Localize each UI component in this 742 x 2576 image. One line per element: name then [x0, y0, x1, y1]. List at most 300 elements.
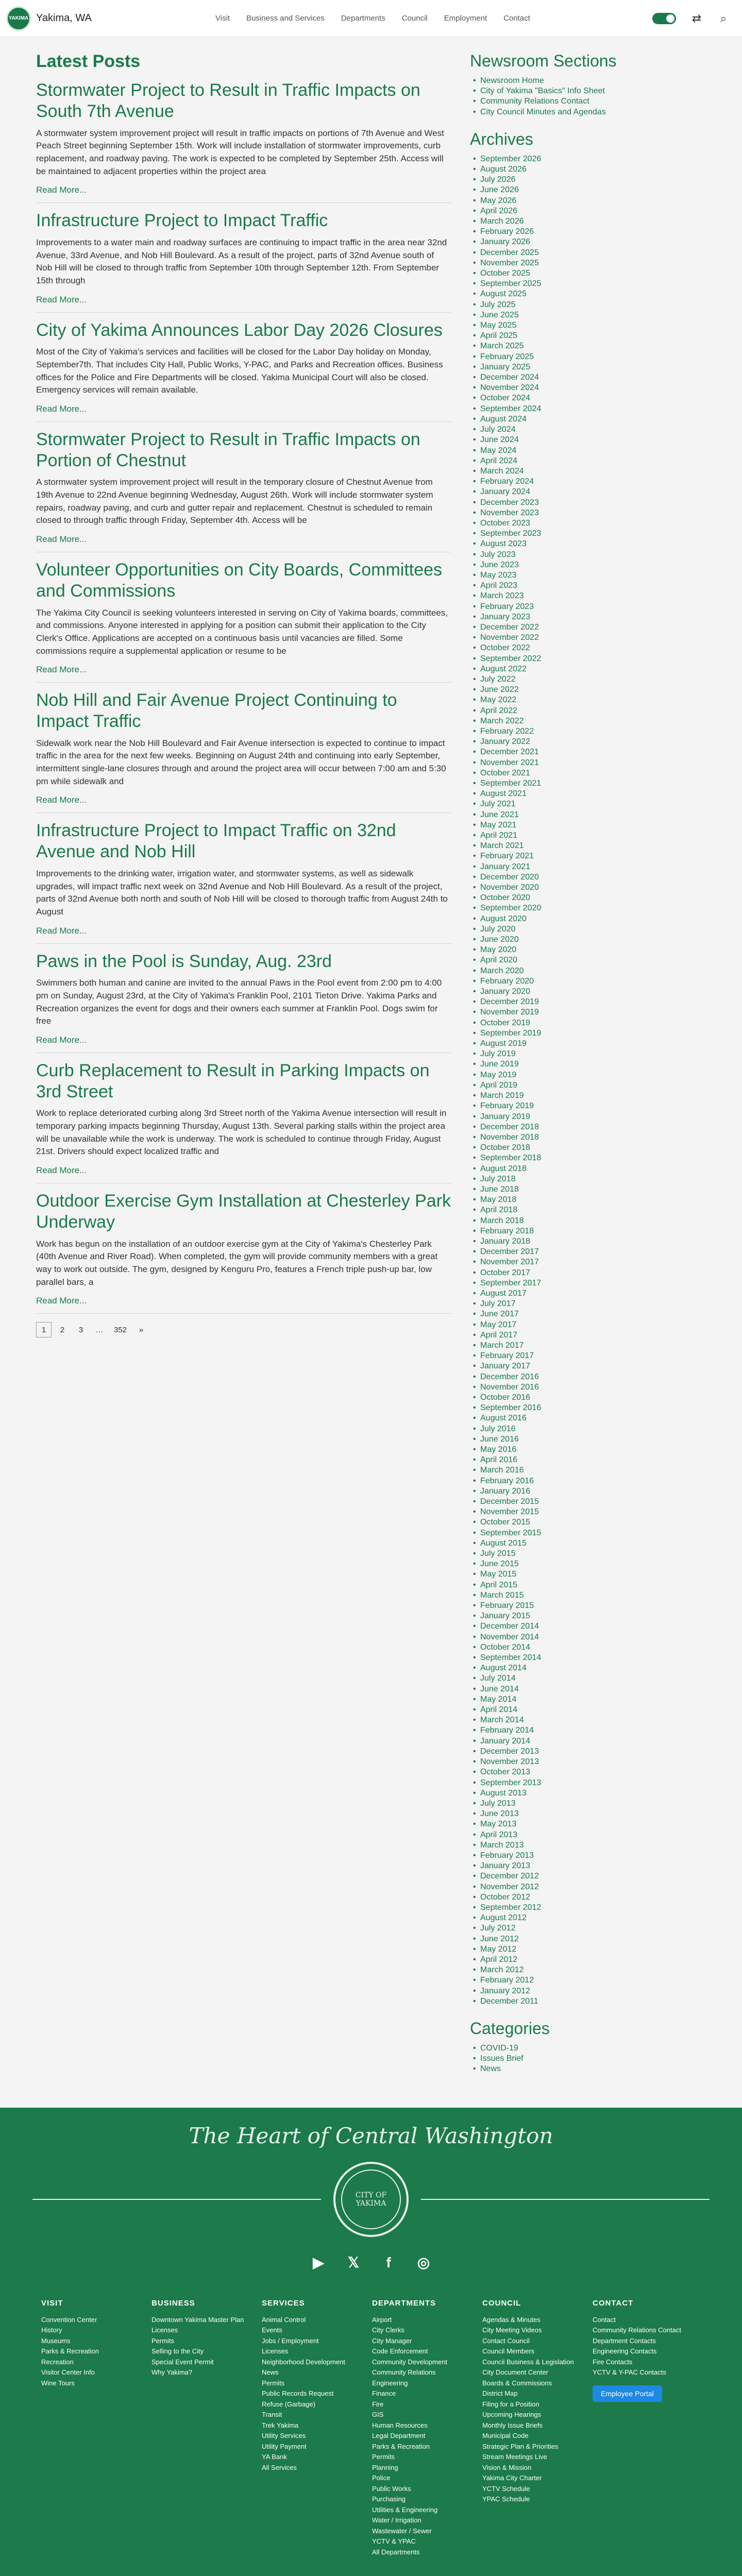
archive-link[interactable]: February 2018 [480, 1226, 534, 1235]
archive-link[interactable]: January 2015 [480, 1612, 530, 1621]
archive-link[interactable]: October 2017 [480, 1268, 530, 1277]
archive-link[interactable]: June 2024 [480, 435, 519, 445]
footer-link[interactable]: Events [262, 2326, 282, 2334]
archive-link[interactable]: December 2021 [480, 748, 539, 757]
archive-link[interactable]: March 2022 [480, 716, 524, 725]
archive-link[interactable]: June 2023 [480, 560, 519, 569]
archive-link[interactable]: August 2015 [480, 1538, 527, 1548]
archive-link[interactable]: March 2017 [480, 1341, 524, 1350]
footer-link[interactable]: Police [372, 2474, 391, 2482]
archive-link[interactable]: September 2020 [480, 904, 542, 913]
footer-link[interactable]: Fire Contacts [593, 2358, 633, 2366]
archive-link[interactable]: April 2013 [480, 1830, 518, 1839]
post-title-link[interactable]: Infrastructure Project to Impact Traffic on 32nd Avenue and Nob Hill [36, 821, 396, 862]
footer-link[interactable]: City Document Center [482, 2368, 548, 2377]
archive-link[interactable]: January 2024 [480, 487, 530, 497]
post-title-link[interactable]: Infrastructure Project to Impact Traffic [36, 211, 328, 231]
archive-link[interactable]: July 2015 [480, 1549, 516, 1558]
archive-link[interactable]: September 2017 [480, 1278, 542, 1287]
archive-link[interactable]: September 2025 [480, 279, 542, 289]
archive-link[interactable]: July 2023 [480, 550, 516, 559]
archive-link[interactable]: November 2015 [480, 1507, 539, 1517]
archive-link[interactable]: June 2026 [480, 185, 519, 195]
post-title-link[interactable]: Paws in the Pool is Sunday, Aug. 23rd [36, 951, 332, 971]
archive-link[interactable]: September 2018 [480, 1154, 542, 1163]
footer-link[interactable]: YA Bank [262, 2453, 287, 2461]
footer-link[interactable]: Filing for a Position [482, 2400, 539, 2408]
archive-link[interactable]: June 2020 [480, 935, 519, 944]
footer-link[interactable]: Utility Payment [262, 2442, 307, 2450]
footer-link[interactable]: City Meeting Videos [482, 2326, 542, 2334]
post-title-link[interactable]: City of Yakima Announces Labor Day 2026 Closures [36, 320, 443, 340]
archive-link[interactable]: March 2016 [480, 1466, 524, 1475]
archive-link[interactable]: May 2022 [480, 696, 517, 705]
archive-link[interactable]: November 2021 [480, 758, 539, 767]
read-more-link[interactable]: Read More... [36, 403, 87, 414]
archive-link[interactable]: October 2024 [480, 394, 530, 403]
archive-link[interactable]: May 2020 [480, 945, 517, 955]
archive-link[interactable]: September 2022 [480, 654, 542, 663]
footer-link[interactable]: History [41, 2326, 62, 2334]
footer-link[interactable]: Licenses [151, 2326, 178, 2334]
nav-item-business-and-services[interactable]: Business and Services [246, 13, 325, 23]
archive-link[interactable]: September 2016 [480, 1403, 542, 1413]
archive-link[interactable]: August 2026 [480, 165, 527, 174]
archive-link[interactable]: December 2023 [480, 498, 539, 507]
archive-link[interactable]: March 2024 [480, 466, 524, 476]
read-more-link[interactable]: Read More... [36, 294, 87, 304]
archive-link[interactable]: July 2024 [480, 425, 516, 434]
archive-link[interactable]: July 2017 [480, 1299, 516, 1309]
archive-link[interactable]: October 2012 [480, 1892, 530, 1902]
archive-link[interactable]: July 2020 [480, 924, 516, 934]
archive-link[interactable]: January 2025 [480, 362, 530, 371]
archive-link[interactable]: June 2017 [480, 1310, 519, 1319]
footer-link[interactable]: Permits [262, 2379, 285, 2387]
archive-link[interactable]: May 2018 [480, 1195, 517, 1205]
archive-link[interactable]: April 2017 [480, 1330, 518, 1340]
archive-link[interactable]: July 2013 [480, 1799, 516, 1808]
archive-link[interactable]: May 2019 [480, 1070, 517, 1079]
read-more-link[interactable]: Read More... [36, 534, 87, 545]
archive-link[interactable]: October 2015 [480, 1518, 530, 1527]
archive-link[interactable]: July 2022 [480, 674, 516, 684]
archive-link[interactable]: August 2023 [480, 539, 527, 549]
city-logo[interactable]: YAKIMA [6, 6, 31, 31]
employee-portal-button[interactable]: Employee Portal [593, 2385, 662, 2402]
footer-link[interactable]: Utilities & Engineering [372, 2505, 438, 2514]
archive-link[interactable]: October 2022 [480, 643, 530, 653]
archive-link[interactable]: April 2021 [480, 831, 518, 840]
archive-link[interactable]: October 2014 [480, 1642, 530, 1652]
read-more-link[interactable]: Read More... [36, 185, 87, 195]
archive-link[interactable]: August 2022 [480, 664, 527, 673]
archive-link[interactable]: July 2021 [480, 800, 516, 809]
archive-link[interactable]: October 2021 [480, 768, 530, 777]
footer-link[interactable]: Public Records Request [262, 2389, 334, 2398]
archive-link[interactable]: October 2025 [480, 269, 530, 278]
archive-link[interactable]: March 2018 [480, 1216, 524, 1225]
archive-link[interactable]: February 2017 [480, 1351, 534, 1361]
footer-link[interactable]: Purchasing [372, 2495, 406, 2503]
newsroom-link[interactable]: City of Yakima "Basics" Info Sheet [480, 87, 605, 96]
archive-link[interactable]: December 2017 [480, 1247, 539, 1257]
footer-link[interactable]: Licenses [262, 2347, 289, 2355]
footer-link[interactable]: Community Relations Contact [593, 2326, 681, 2334]
page-number-3[interactable]: 3 [78, 1326, 83, 1335]
archive-link[interactable]: May 2025 [480, 321, 517, 330]
archive-link[interactable]: February 2016 [480, 1476, 534, 1485]
archive-link[interactable]: November 2025 [480, 258, 539, 267]
archive-link[interactable]: July 2014 [480, 1674, 516, 1683]
archive-link[interactable]: July 2026 [480, 175, 516, 184]
archive-link[interactable]: August 2019 [480, 1039, 527, 1048]
archive-link[interactable]: June 2012 [480, 1934, 519, 1943]
archive-link[interactable]: September 2012 [480, 1903, 542, 1912]
read-more-link[interactable]: Read More... [36, 1165, 87, 1176]
archive-link[interactable]: June 2015 [480, 1560, 519, 1569]
archive-link[interactable]: March 2019 [480, 1091, 524, 1100]
archive-link[interactable]: April 2020 [480, 956, 518, 965]
archive-link[interactable]: September 2019 [480, 1028, 542, 1038]
post-title-link[interactable]: Volunteer Opportunities on City Boards, Committees and Commissions [36, 560, 443, 601]
youtube-icon[interactable]: ▶ [313, 2255, 324, 2271]
translate-icon[interactable]: ⇄ [692, 12, 702, 25]
archive-link[interactable]: December 2024 [480, 373, 539, 382]
category-link[interactable]: Issues Brief [480, 2054, 524, 2063]
archive-link[interactable]: August 2016 [480, 1414, 527, 1423]
archive-link[interactable]: February 2012 [480, 1976, 534, 1985]
archive-link[interactable]: February 2023 [480, 602, 534, 611]
archive-link[interactable]: November 2018 [480, 1132, 539, 1142]
archive-link[interactable]: July 2016 [480, 1424, 516, 1433]
archive-link[interactable]: August 2014 [480, 1664, 527, 1673]
category-link[interactable]: News [480, 2064, 501, 2074]
footer-link[interactable]: Downtown Yakima Master Plan [151, 2315, 244, 2324]
footer-link[interactable]: Human Resources [372, 2421, 428, 2429]
archive-link[interactable]: January 2017 [480, 1362, 530, 1371]
archive-link[interactable]: December 2018 [480, 1122, 539, 1131]
footer-link[interactable]: Refuse (Garbage) [262, 2400, 316, 2408]
footer-link[interactable]: Code Enforcement [372, 2347, 428, 2355]
archive-link[interactable]: May 2015 [480, 1570, 517, 1579]
archive-link[interactable]: April 2019 [480, 1080, 518, 1090]
footer-link[interactable]: Special Event Permit [151, 2358, 214, 2366]
footer-link[interactable]: Contact [593, 2315, 616, 2324]
footer-link[interactable]: District Map [482, 2389, 518, 2398]
x-icon[interactable]: 𝕏 [347, 2255, 360, 2271]
read-more-link[interactable]: Read More... [36, 665, 87, 675]
archive-link[interactable]: March 2025 [480, 342, 524, 351]
archive-link[interactable]: August 2020 [480, 914, 527, 923]
archive-link[interactable]: March 2013 [480, 1840, 524, 1850]
archive-link[interactable]: March 2012 [480, 1965, 524, 1975]
archive-link[interactable]: November 2016 [480, 1382, 539, 1392]
footer-link[interactable]: Legal Department [372, 2432, 426, 2440]
archive-link[interactable]: November 2020 [480, 883, 539, 892]
archive-link[interactable]: March 2023 [480, 591, 524, 601]
category-link[interactable]: COVID-19 [480, 2043, 518, 2053]
footer-link[interactable]: Strategic Plan & Priorities [482, 2442, 559, 2450]
archive-link[interactable]: December 2025 [480, 248, 539, 257]
footer-link[interactable]: Public Works [372, 2484, 411, 2493]
archive-link[interactable]: May 2021 [480, 820, 517, 829]
archive-link[interactable]: February 2019 [480, 1101, 534, 1111]
archive-link[interactable]: April 2012 [480, 1955, 518, 1964]
archive-link[interactable]: September 2021 [480, 779, 542, 788]
footer-link[interactable]: Trek Yakima [262, 2421, 299, 2429]
archive-link[interactable]: January 2014 [480, 1736, 530, 1745]
read-more-link[interactable]: Read More... [36, 925, 87, 936]
footer-link[interactable]: Monthly Issue Briefs [482, 2421, 543, 2429]
footer-link[interactable]: Permits [151, 2336, 175, 2345]
archive-link[interactable]: February 2014 [480, 1726, 534, 1735]
archive-link[interactable]: February 2020 [480, 976, 534, 986]
archive-link[interactable]: December 2022 [480, 622, 539, 632]
footer-link[interactable]: Wastewater / Sewer [372, 2527, 432, 2535]
nav-item-departments[interactable]: Departments [341, 13, 385, 23]
facebook-icon[interactable]: f [386, 2254, 391, 2270]
archive-link[interactable]: March 2014 [480, 1716, 524, 1725]
archive-link[interactable]: March 2015 [480, 1590, 524, 1600]
archive-link[interactable]: June 2025 [480, 310, 519, 319]
footer-link[interactable]: Permits [372, 2453, 395, 2461]
archive-link[interactable]: October 2019 [480, 1018, 530, 1027]
archive-link[interactable]: January 2013 [480, 1861, 530, 1871]
post-title-link[interactable]: Stormwater Project to Result in Traffic Impacts on South 7th Avenue [36, 80, 420, 121]
footer-link[interactable]: GIS [372, 2411, 384, 2419]
archive-link[interactable]: May 2016 [480, 1445, 517, 1454]
archive-link[interactable]: April 2015 [480, 1580, 518, 1589]
footer-link[interactable]: Boards & Commissions [482, 2379, 552, 2387]
archive-link[interactable]: May 2024 [480, 446, 517, 455]
archive-link[interactable]: October 2023 [480, 518, 530, 528]
archive-link[interactable]: June 2018 [480, 1184, 519, 1194]
archive-link[interactable]: June 2013 [480, 1809, 519, 1819]
archive-link[interactable]: February 2013 [480, 1851, 534, 1860]
post-title-link[interactable]: Curb Replacement to Result in Parking Impacts on 3rd Street [36, 1060, 430, 1101]
archive-link[interactable]: January 2020 [480, 987, 530, 996]
archive-link[interactable]: May 2013 [480, 1820, 517, 1829]
footer-link[interactable]: YCTV Schedule [482, 2484, 530, 2493]
footer-link[interactable]: Visitor Center Info [41, 2368, 95, 2377]
archive-link[interactable]: October 2016 [480, 1393, 530, 1402]
footer-link[interactable]: All Departments [372, 2548, 420, 2556]
archive-link[interactable]: April 2018 [480, 1206, 518, 1215]
newsroom-link[interactable]: Newsroom Home [480, 76, 544, 85]
footer-link[interactable]: Airport [372, 2315, 392, 2324]
nav-item-contact[interactable]: Contact [503, 13, 530, 23]
footer-link[interactable]: City Clerks [372, 2326, 404, 2334]
archive-link[interactable]: July 2019 [480, 1049, 516, 1059]
footer-link[interactable]: Wine Tours [41, 2379, 75, 2387]
nav-item-employment[interactable]: Employment [444, 13, 487, 23]
archive-link[interactable]: December 2011 [480, 1996, 538, 2006]
archive-link[interactable]: January 2021 [480, 862, 530, 871]
site-title[interactable]: Yakima, WA [36, 12, 92, 24]
archive-link[interactable]: June 2016 [480, 1434, 519, 1444]
archive-link[interactable]: January 2012 [480, 1986, 530, 1995]
archive-link[interactable]: January 2018 [480, 1236, 530, 1246]
archive-link[interactable]: December 2020 [480, 872, 539, 882]
footer-link[interactable]: Water / Irrigation [372, 2516, 421, 2524]
footer-link[interactable]: Yakima City Charter [482, 2474, 542, 2482]
archive-link[interactable]: April 2024 [480, 456, 518, 465]
footer-link[interactable]: Transit [262, 2411, 282, 2419]
archive-link[interactable]: December 2013 [480, 1747, 539, 1756]
archive-link[interactable]: August 2024 [480, 414, 527, 423]
footer-link[interactable]: Engineering [372, 2379, 408, 2387]
archive-link[interactable]: May 2026 [480, 196, 517, 205]
archive-link[interactable]: November 2014 [480, 1632, 539, 1641]
nav-item-council[interactable]: Council [401, 13, 428, 23]
archive-link[interactable]: December 2014 [480, 1622, 539, 1631]
next-page-button[interactable]: » [139, 1326, 144, 1335]
footer-link[interactable]: Parks & Recreation [372, 2442, 430, 2450]
footer-link[interactable]: Community Development [372, 2358, 447, 2366]
archive-link[interactable]: March 2026 [480, 217, 524, 226]
archive-link[interactable]: September 2024 [480, 404, 542, 413]
archive-link[interactable]: June 2022 [480, 685, 519, 694]
footer-link[interactable]: Agendas & Minutes [482, 2315, 541, 2324]
search-icon[interactable]: ⌕ [720, 12, 727, 25]
archive-link[interactable]: February 2025 [480, 352, 534, 361]
archive-link[interactable]: October 2018 [480, 1143, 530, 1153]
archive-link[interactable]: August 2021 [480, 789, 527, 799]
archive-link[interactable]: October 2020 [480, 893, 530, 903]
archive-link[interactable]: February 2015 [480, 1601, 534, 1611]
archive-link[interactable]: November 2023 [480, 508, 539, 517]
page-number-1[interactable]: 1 [36, 1322, 52, 1337]
archive-link[interactable]: November 2013 [480, 1757, 539, 1767]
read-more-link[interactable]: Read More... [36, 795, 87, 805]
footer-link[interactable]: Finance [372, 2389, 396, 2398]
archive-link[interactable]: February 2024 [480, 477, 534, 486]
footer-link[interactable]: News [262, 2368, 279, 2377]
archive-link[interactable]: November 2024 [480, 383, 539, 393]
post-title-link[interactable]: Nob Hill and Fair Avenue Project Continuing to Impact Traffic [36, 690, 397, 731]
footer-link[interactable]: Utility Services [262, 2432, 306, 2440]
archive-link[interactable]: September 2023 [480, 529, 542, 538]
archive-link[interactable]: June 2019 [480, 1060, 519, 1069]
archive-link[interactable]: September 2013 [480, 1778, 542, 1787]
archive-link[interactable]: May 2023 [480, 570, 517, 580]
post-title-link[interactable]: Outdoor Exercise Gym Installation at Chesterley Park Underway [36, 1191, 451, 1232]
archive-link[interactable]: April 2014 [480, 1705, 518, 1715]
archive-link[interactable]: March 2020 [480, 966, 524, 975]
archive-link[interactable]: February 2022 [480, 726, 534, 736]
archive-link[interactable]: January 2026 [480, 238, 530, 247]
footer-link[interactable]: YCTV & YPAC [372, 2537, 416, 2546]
archive-link[interactable]: December 2015 [480, 1497, 539, 1506]
archive-link[interactable]: April 2025 [480, 331, 518, 341]
footer-link[interactable]: Museums [41, 2336, 71, 2345]
archive-link[interactable]: July 2018 [480, 1174, 516, 1183]
archive-link[interactable]: November 2017 [480, 1258, 539, 1267]
newsroom-link[interactable]: Community Relations Contact [480, 97, 589, 106]
footer-link[interactable]: Fire [372, 2400, 384, 2408]
archive-link[interactable]: November 2022 [480, 633, 539, 642]
archive-link[interactable]: June 2021 [480, 810, 519, 819]
footer-link[interactable]: Selling to the City [151, 2347, 204, 2355]
footer-link[interactable]: Parks & Recreation [41, 2347, 99, 2355]
footer-link[interactable]: Stream Meetings Live [482, 2453, 547, 2461]
archive-link[interactable]: November 2012 [480, 1882, 539, 1891]
read-more-link[interactable]: Read More... [36, 1035, 87, 1045]
footer-link[interactable]: Department Contacts [593, 2336, 656, 2345]
footer-link[interactable]: Animal Control [262, 2315, 306, 2324]
archive-link[interactable]: July 2012 [480, 1924, 516, 1933]
archive-link[interactable]: August 2013 [480, 1788, 527, 1798]
archive-link[interactable]: December 2019 [480, 997, 539, 1007]
archive-link[interactable]: April 2022 [480, 706, 518, 715]
footer-link[interactable]: Neighborhood Development [262, 2358, 345, 2366]
theme-toggle[interactable] [652, 13, 676, 24]
archive-link[interactable]: August 2012 [480, 1913, 527, 1923]
archive-link[interactable]: August 2017 [480, 1289, 527, 1298]
archive-link[interactable]: March 2021 [480, 841, 524, 851]
archive-link[interactable]: December 2016 [480, 1372, 539, 1381]
footer-link[interactable]: Municipal Code [482, 2432, 529, 2440]
read-more-link[interactable]: Read More... [36, 1296, 87, 1306]
footer-link[interactable]: Contact Council [482, 2336, 530, 2345]
archive-link[interactable]: July 2025 [480, 300, 516, 309]
footer-link[interactable]: Jobs / Employment [262, 2336, 319, 2345]
footer-link[interactable]: Vision & Mission [482, 2463, 532, 2471]
archive-link[interactable]: August 2018 [480, 1164, 527, 1173]
archive-link[interactable]: January 2023 [480, 612, 530, 621]
footer-link[interactable]: YPAC Schedule [482, 2495, 530, 2503]
footer-link[interactable]: Council Members [482, 2347, 535, 2355]
footer-link[interactable]: YCTV & Y-PAC Contacts [593, 2368, 666, 2377]
archive-link[interactable]: November 2019 [480, 1008, 539, 1017]
footer-link[interactable]: City Manager [372, 2336, 412, 2345]
archive-link[interactable]: October 2013 [480, 1768, 530, 1777]
archive-link[interactable]: February 2026 [480, 227, 534, 236]
post-title-link[interactable]: Stormwater Project to Result in Traffic Impacts on Portion of Chestnut [36, 429, 420, 470]
archive-link[interactable]: May 2014 [480, 1694, 517, 1704]
footer-link[interactable]: Why Yakima? [151, 2368, 192, 2377]
archive-link[interactable]: January 2022 [480, 737, 530, 747]
newsroom-link[interactable]: City Council Minutes and Agendas [480, 107, 606, 116]
site-branding[interactable] [6, 6, 161, 31]
page-number-352[interactable]: 352 [114, 1326, 127, 1335]
archive-link[interactable]: February 2021 [480, 852, 534, 861]
footer-link[interactable]: All Services [262, 2463, 297, 2471]
archive-link[interactable]: August 2025 [480, 290, 527, 299]
archive-link[interactable]: May 2017 [480, 1320, 517, 1329]
archive-link[interactable]: April 2026 [480, 206, 518, 215]
footer-link[interactable]: Council Business & Legislation [482, 2358, 574, 2366]
archive-link[interactable]: December 2012 [480, 1872, 539, 1881]
footer-link[interactable]: Recreation [41, 2358, 74, 2366]
footer-link[interactable]: Engineering Contacts [593, 2347, 657, 2355]
footer-link[interactable]: Community Relations [372, 2368, 436, 2377]
archive-link[interactable]: January 2016 [480, 1486, 530, 1496]
archive-link[interactable]: September 2015 [480, 1528, 542, 1537]
archive-link[interactable]: January 2019 [480, 1112, 530, 1121]
archive-link[interactable]: May 2012 [480, 1944, 517, 1954]
footer-link[interactable]: Convention Center [41, 2315, 97, 2324]
archive-link[interactable]: April 2023 [480, 581, 518, 590]
footer-link[interactable]: Upcoming Hearings [482, 2411, 542, 2419]
instagram-icon[interactable]: ◎ [417, 2255, 430, 2271]
archive-link[interactable]: June 2014 [480, 1684, 519, 1693]
footer-link[interactable]: Planning [372, 2463, 398, 2471]
archive-link[interactable]: September 2026 [480, 154, 542, 163]
archive-link[interactable]: September 2014 [480, 1653, 542, 1663]
archive-link[interactable]: April 2016 [480, 1455, 518, 1465]
